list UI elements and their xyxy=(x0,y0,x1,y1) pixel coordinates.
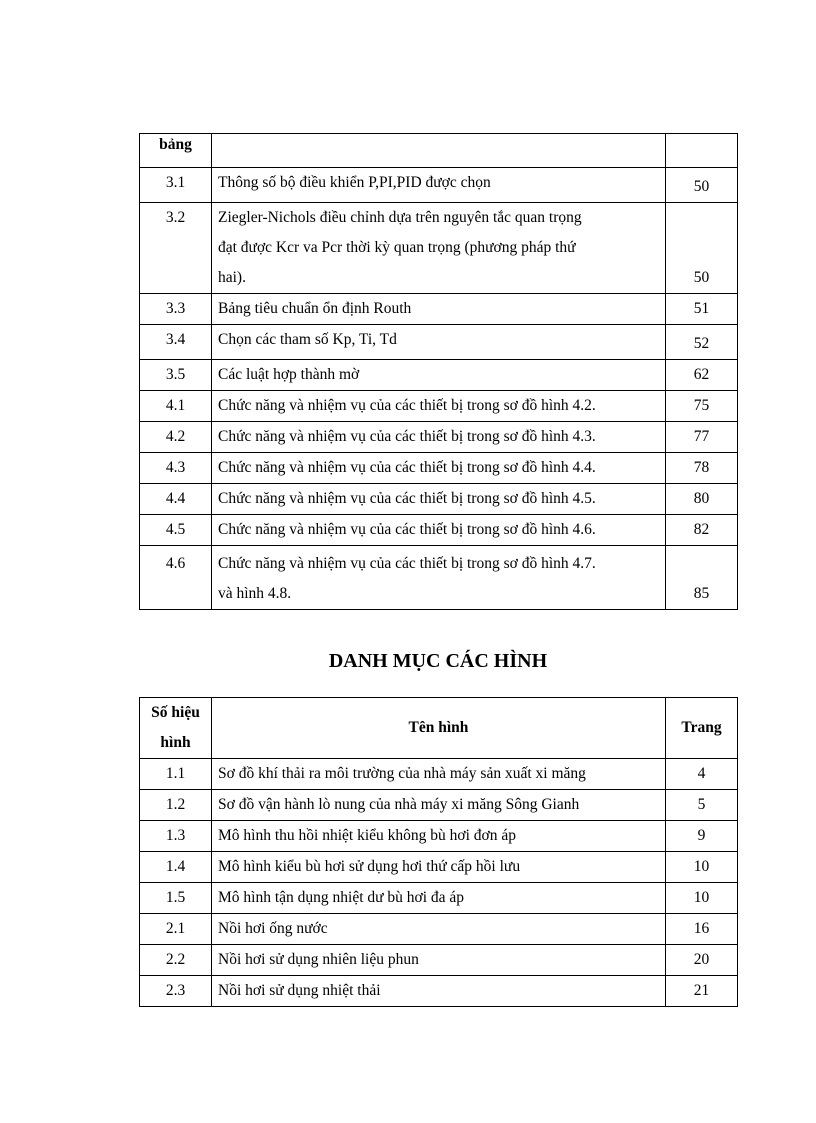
table-name xyxy=(212,168,666,203)
tables-list-table xyxy=(139,133,738,610)
table-name-line: Các luật hợp thành mờ xyxy=(218,366,360,383)
table-row xyxy=(140,422,738,453)
tables-list-header-row xyxy=(140,134,738,168)
figure-name: Sơ đồ vận hành lò nung của nhà máy xi măng Sông Gianh xyxy=(212,790,666,821)
table-name xyxy=(212,515,666,546)
figure-row xyxy=(140,914,738,945)
table-row xyxy=(140,546,738,610)
figure-number: 1.1 xyxy=(140,759,212,790)
table-name-line: Chức năng và nhiệm vụ của các thiết bị trong sơ đồ hình 4.2. xyxy=(218,397,596,414)
figure-number: 2.1 xyxy=(140,914,212,945)
table-row xyxy=(140,168,738,203)
figure-page: 9 xyxy=(666,821,738,852)
table-row xyxy=(140,203,738,294)
figure-page: 21 xyxy=(666,976,738,1007)
figure-number: 1.2 xyxy=(140,790,212,821)
table-name xyxy=(212,422,666,453)
table-name xyxy=(212,294,666,325)
table-number: 4.4 xyxy=(140,484,212,515)
table-number: 3.3 xyxy=(140,294,212,325)
figure-row xyxy=(140,945,738,976)
figure-name: Nồi hơi sử dụng nhiên liệu phun xyxy=(212,945,666,976)
figure-page: 4 xyxy=(666,759,738,790)
table-page: 50 xyxy=(666,203,738,294)
table-row xyxy=(140,294,738,325)
table-name xyxy=(212,546,666,610)
table-name-line: hai). xyxy=(218,269,246,286)
table-number-header: bảng xyxy=(140,134,212,168)
figure-number: 1.3 xyxy=(140,821,212,852)
table-name xyxy=(212,484,666,515)
figure-name: Mô hình tận dụng nhiệt dư bù hơi đa áp xyxy=(212,883,666,914)
table-name-line: Chức năng và nhiệm vụ của các thiết bị trong sơ đồ hình 4.7. xyxy=(218,555,596,572)
table-name-line: Thông số bộ điều khiển P,PI,PID được chọn xyxy=(218,174,491,191)
figure-name: Mô hình kiểu bù hơi sử dụng hơi thứ cấp hồi lưu xyxy=(212,852,666,883)
table-row xyxy=(140,325,738,360)
table-name-line: đạt được Kcr va Pcr thời kỳ quan trọng (phương pháp thứ xyxy=(218,239,576,256)
figure-name-header: Tên hình xyxy=(212,698,666,759)
table-row xyxy=(140,453,738,484)
table-name xyxy=(212,453,666,484)
table-page: 52 xyxy=(666,325,738,360)
figure-name: Sơ đồ khí thải ra môi trường của nhà máy sản xuất xi măng xyxy=(212,759,666,790)
table-number: 4.6 xyxy=(140,546,212,610)
table-name-line: Ziegler-Nichols điều chỉnh dựa trên nguyên tắc quan trọng xyxy=(218,209,582,226)
table-page: 85 xyxy=(666,546,738,610)
figure-number-header-line: Số hiệu xyxy=(151,704,200,721)
table-number: 3.2 xyxy=(140,203,212,294)
table-name-header xyxy=(212,134,666,168)
figure-number: 1.5 xyxy=(140,883,212,914)
table-page: 82 xyxy=(666,515,738,546)
figure-row xyxy=(140,976,738,1007)
table-number: 4.1 xyxy=(140,391,212,422)
figure-row xyxy=(140,883,738,914)
table-row xyxy=(140,391,738,422)
figure-number: 2.3 xyxy=(140,976,212,1007)
figure-row xyxy=(140,790,738,821)
figure-page-header: Trang xyxy=(666,698,738,759)
table-row xyxy=(140,360,738,391)
table-row xyxy=(140,484,738,515)
table-page: 51 xyxy=(666,294,738,325)
table-number: 3.1 xyxy=(140,168,212,203)
table-page: 50 xyxy=(666,168,738,203)
figure-name: Nồi hơi ống nước xyxy=(212,914,666,945)
table-number: 3.5 xyxy=(140,360,212,391)
table-name xyxy=(212,391,666,422)
figure-number: 1.4 xyxy=(140,852,212,883)
table-name-line: và hình 4.8. xyxy=(218,585,292,602)
table-name xyxy=(212,325,666,360)
table-name-line: Chức năng và nhiệm vụ của các thiết bị trong sơ đồ hình 4.4. xyxy=(218,459,596,476)
table-number: 4.3 xyxy=(140,453,212,484)
figure-page: 10 xyxy=(666,883,738,914)
table-page-header xyxy=(666,134,738,168)
table-name-line: Chức năng và nhiệm vụ của các thiết bị trong sơ đồ hình 4.5. xyxy=(218,490,596,507)
figure-row xyxy=(140,759,738,790)
figures-list-header-row xyxy=(140,698,738,759)
figure-row xyxy=(140,852,738,883)
figure-name: Nồi hơi sử dụng nhiệt thải xyxy=(212,976,666,1007)
table-row xyxy=(140,515,738,546)
table-number: 4.5 xyxy=(140,515,212,546)
figure-name: Mô hình thu hồi nhiệt kiểu không bù hơi đơn áp xyxy=(212,821,666,852)
figure-number-header-line: hình xyxy=(160,734,191,751)
figure-page: 10 xyxy=(666,852,738,883)
table-page: 80 xyxy=(666,484,738,515)
table-page: 77 xyxy=(666,422,738,453)
figure-number-header xyxy=(140,698,212,759)
figure-page: 20 xyxy=(666,945,738,976)
table-name xyxy=(212,203,666,294)
table-number: 3.4 xyxy=(140,325,212,360)
figures-list-title: DANH MỤC CÁC HÌNH xyxy=(328,650,548,672)
figure-page: 5 xyxy=(666,790,738,821)
figure-page: 16 xyxy=(666,914,738,945)
table-name xyxy=(212,360,666,391)
figure-row xyxy=(140,821,738,852)
table-page: 62 xyxy=(666,360,738,391)
table-name-line: Chọn các tham số Kp, Ti, Td xyxy=(218,331,397,348)
table-name-line: Chức năng và nhiệm vụ của các thiết bị trong sơ đồ hình 4.6. xyxy=(218,521,596,538)
table-name-line: Bảng tiêu chuẩn ổn định Routh xyxy=(218,300,412,317)
figure-number: 2.2 xyxy=(140,945,212,976)
table-page: 75 xyxy=(666,391,738,422)
figures-list-table xyxy=(139,697,738,1007)
table-page: 78 xyxy=(666,453,738,484)
table-name-line: Chức năng và nhiệm vụ của các thiết bị trong sơ đồ hình 4.3. xyxy=(218,428,596,445)
table-number: 4.2 xyxy=(140,422,212,453)
